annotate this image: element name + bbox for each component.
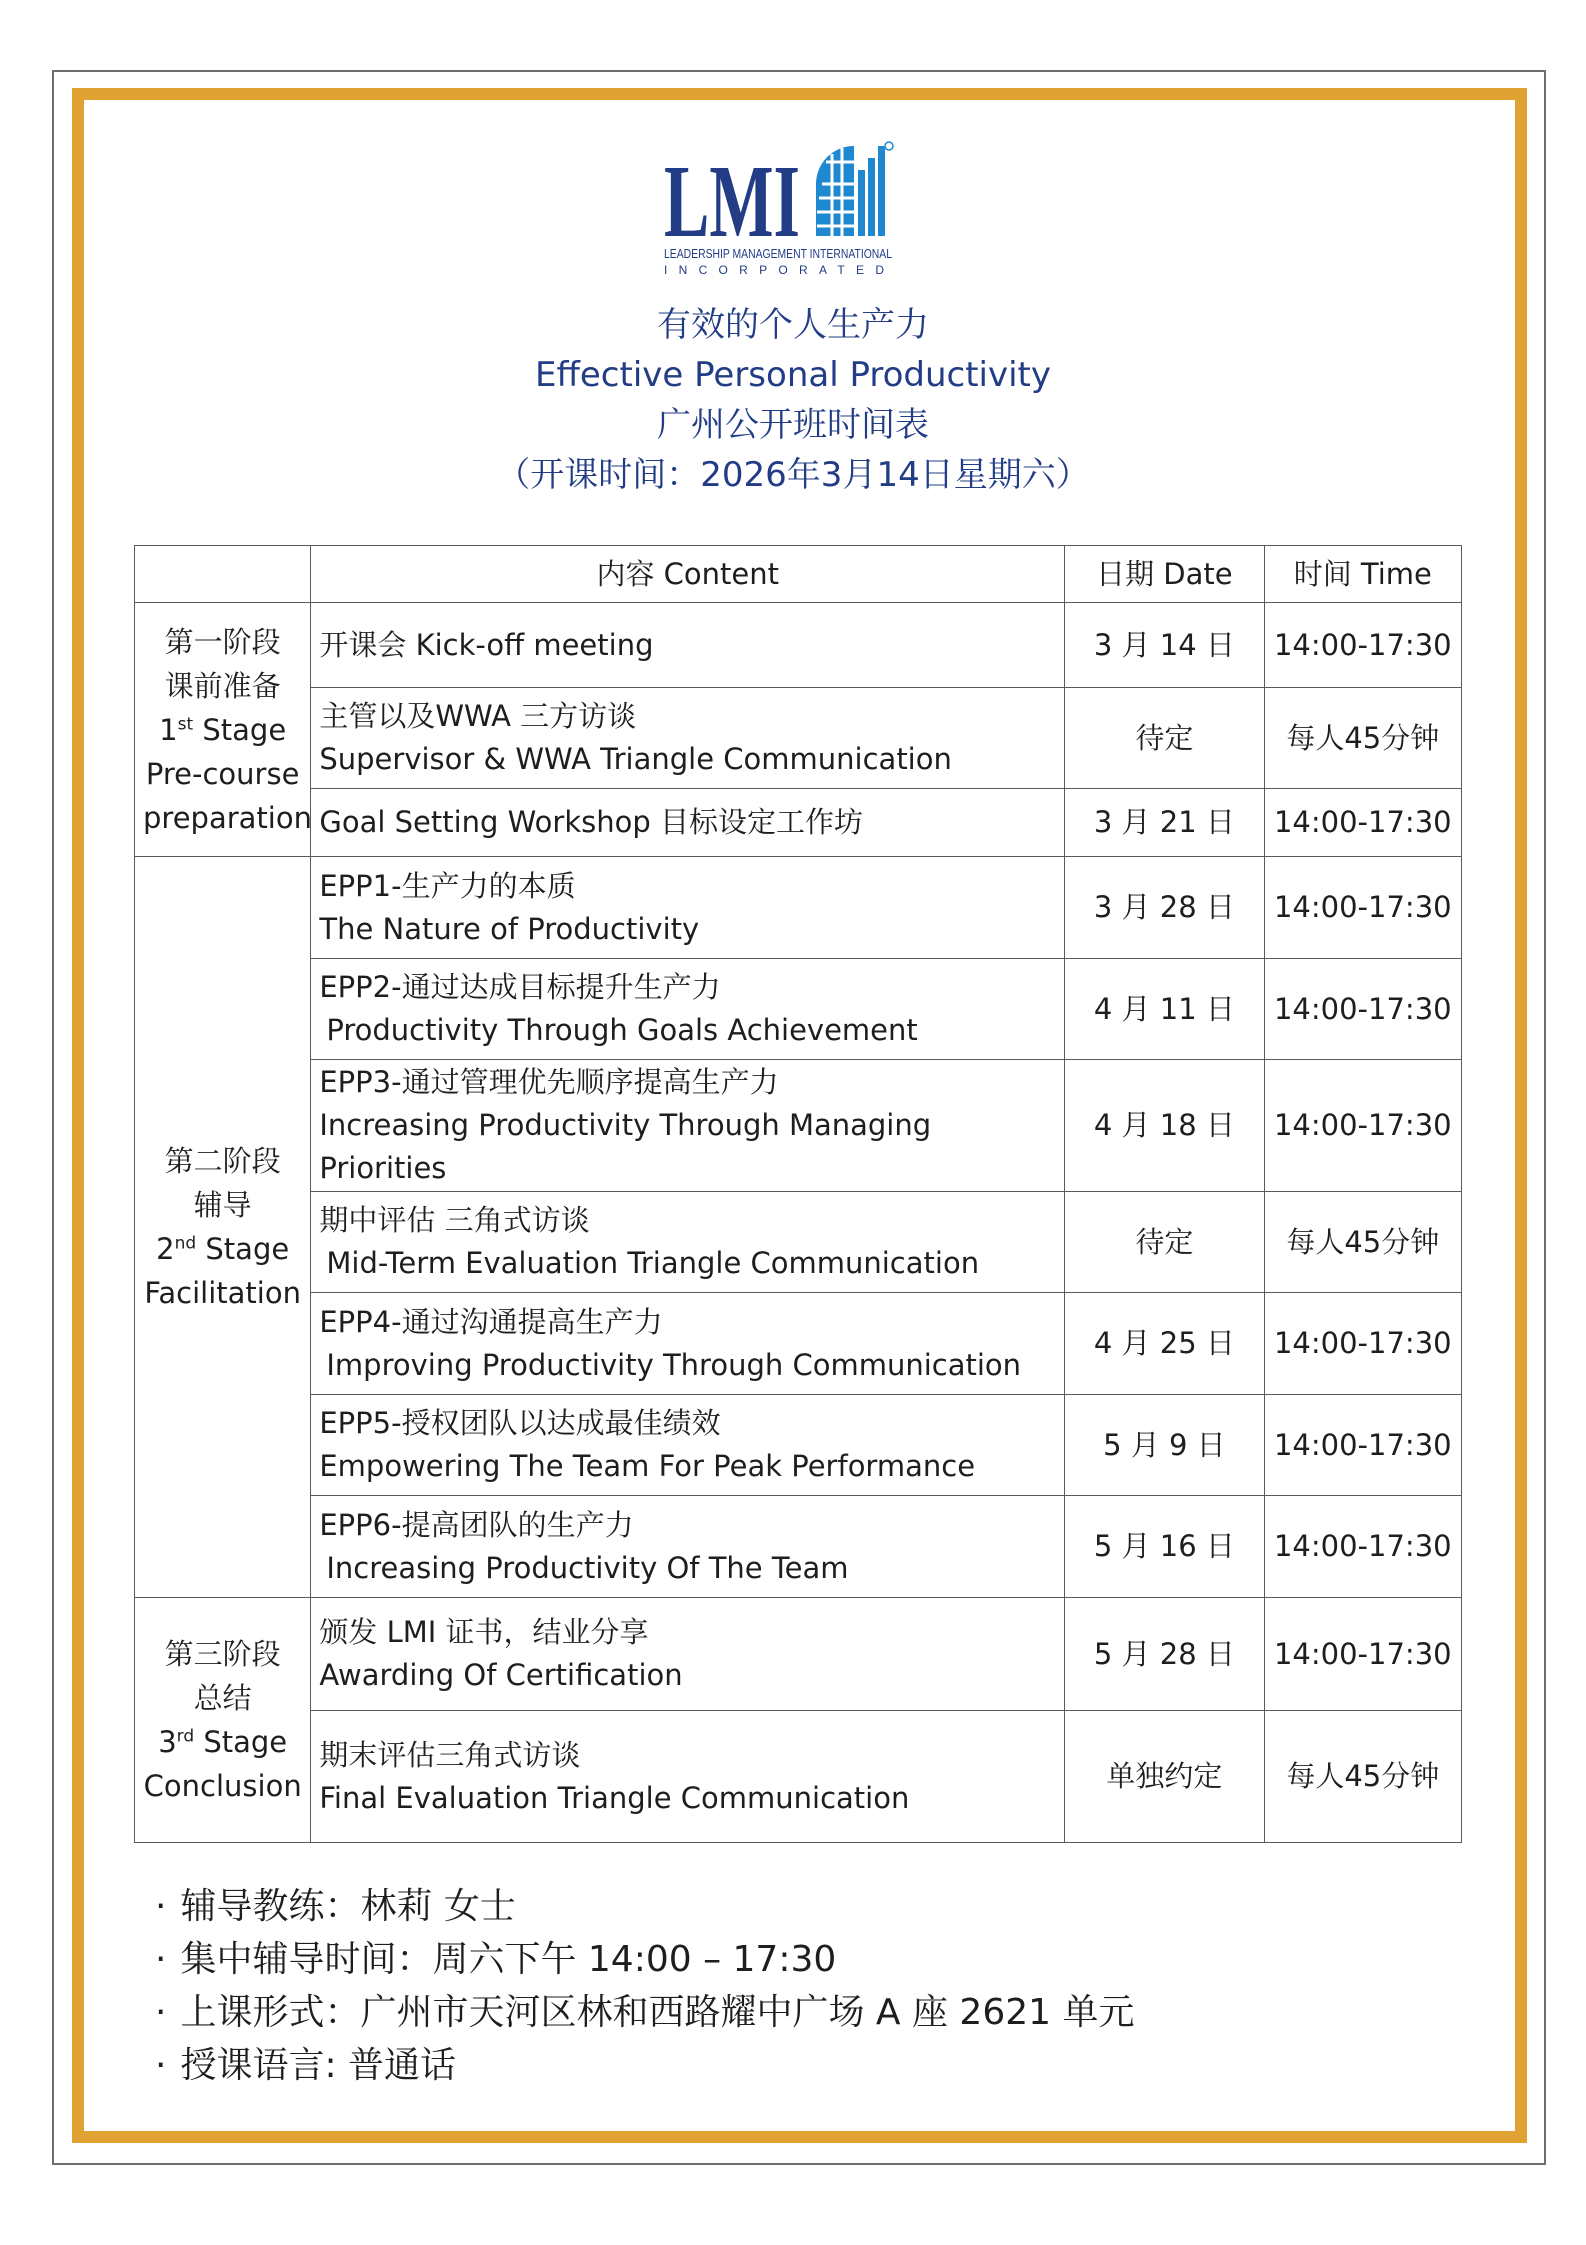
content-cell: Goal Setting Workshop 目标设定工作坊	[311, 789, 1065, 857]
stage-1-cell: 第一阶段 课前准备 1st Stage Pre-course preparation	[135, 603, 311, 857]
header-stage	[135, 546, 311, 603]
date-cell: 4 月 25 日	[1065, 1293, 1264, 1395]
time-cell: 14:00-17:30	[1264, 1395, 1461, 1496]
title-chinese: 有效的个人生产力	[657, 305, 929, 345]
table-row	[135, 688, 1462, 789]
table-header-row	[135, 546, 1462, 603]
note-language: · 授课语言: 普通话	[155, 2039, 1134, 2092]
svg-text:INCORPORATED: INCORPORATED	[664, 263, 892, 277]
content-cell: 期中评估 三角式访谈 Mid-Term Evaluation Triangle Communication	[311, 1192, 1065, 1293]
date-cell: 单独约定	[1065, 1711, 1264, 1843]
content-cell: 颁发 LMI 证书，结业分享 Awarding Of Certification	[311, 1598, 1065, 1711]
date-cell: 5 月 28 日	[1065, 1598, 1264, 1711]
content-cell: EPP4-通过沟通提高生产力 Improving Productivity Through Communication	[311, 1293, 1065, 1395]
content-cell: EPP3-通过管理优先顺序提高生产力 Increasing Productivity Through Managing Priorities	[311, 1060, 1065, 1192]
time-cell: 14:00-17:30	[1264, 1598, 1461, 1711]
time-cell: 14:00-17:30	[1264, 1293, 1461, 1395]
header-date: 日期 Date	[1065, 546, 1264, 603]
content-cell: EPP2-通过达成目标提升生产力 Productivity Through Goals Achievement	[311, 959, 1065, 1060]
date-cell: 3 月 14 日	[1065, 603, 1264, 688]
date-cell: 待定	[1065, 688, 1264, 789]
content-cell: EPP5-授权团队以达成最佳绩效 Empowering The Team For Peak Performance	[311, 1395, 1065, 1496]
time-cell: 14:00-17:30	[1264, 1496, 1461, 1598]
date-cell: 4 月 11 日	[1065, 959, 1264, 1060]
header-content: 内容 Content	[311, 546, 1065, 603]
table-row	[135, 857, 1462, 959]
date-cell: 4 月 18 日	[1065, 1060, 1264, 1192]
title-english: Effective Personal Productivity	[534, 355, 1052, 395]
content-cell: EPP6-提高团队的生产力 Increasing Productivity Of The Team	[311, 1496, 1065, 1598]
time-cell: 每人45分钟	[1264, 1711, 1461, 1843]
table-row	[135, 1496, 1462, 1598]
table-row	[135, 959, 1462, 1060]
table-row	[135, 1293, 1462, 1395]
date-cell: 3 月 28 日	[1065, 857, 1264, 959]
table-row	[135, 1060, 1462, 1192]
note-coach: · 辅导教练：林莉 女士	[155, 1880, 1134, 1933]
time-cell: 14:00-17:30	[1264, 959, 1461, 1060]
time-cell: 每人45分钟	[1264, 1192, 1461, 1293]
lmi-logo	[664, 140, 896, 280]
content-cell: 主管以及WWA 三方访谈 Supervisor & WWA Triangle Communication	[311, 688, 1065, 789]
title-block	[0, 300, 1586, 500]
header-time: 时间 Time	[1264, 546, 1461, 603]
schedule-table	[134, 545, 1462, 1843]
globe-icon	[816, 142, 893, 236]
time-cell: 14:00-17:30	[1264, 603, 1461, 688]
content-cell: 开课会 Kick-off meeting	[311, 603, 1065, 688]
date-cell: 3 月 21 日	[1065, 789, 1264, 857]
stage-2-cell: 第二阶段 辅导 2nd Stage Facilitation	[135, 857, 311, 1598]
notes-list	[155, 1880, 1134, 2092]
date-cell: 待定	[1065, 1192, 1264, 1293]
schedule-subtitle: 广州公开班时间表	[657, 405, 929, 445]
time-cell: 每人45分钟	[1264, 688, 1461, 789]
table-row	[135, 1598, 1462, 1711]
table-row	[135, 603, 1462, 688]
content-cell: 期末评估三角式访谈 Final Evaluation Triangle Communication	[311, 1711, 1065, 1843]
stage-3-cell: 第三阶段 总结 3rd Stage Conclusion	[135, 1598, 311, 1843]
time-cell: 14:00-17:30	[1264, 1060, 1461, 1192]
start-date-note: （开课时间：2026年3月14日星期六）	[496, 455, 1090, 495]
content-cell: EPP1-生产力的本质 The Nature of Productivity	[311, 857, 1065, 959]
table-row	[135, 1711, 1462, 1843]
note-session-time: · 集中辅导时间：周六下午 14:00 – 17:30	[155, 1933, 1134, 1986]
table-row	[135, 1395, 1462, 1496]
note-location: · 上课形式：广州市天河区林和西路耀中广场 A 座 2621 单元	[155, 1986, 1134, 2039]
svg-text:LMI: LMI	[664, 144, 800, 259]
svg-text:LEADERSHIP MANAGEMENT INTERNAT: LEADERSHIP MANAGEMENT INTERNATIONAL	[664, 246, 892, 261]
date-cell: 5 月 9 日	[1065, 1395, 1264, 1496]
table-row	[135, 1192, 1462, 1293]
table-row	[135, 789, 1462, 857]
time-cell: 14:00-17:30	[1264, 789, 1461, 857]
date-cell: 5 月 16 日	[1065, 1496, 1264, 1598]
time-cell: 14:00-17:30	[1264, 857, 1461, 959]
